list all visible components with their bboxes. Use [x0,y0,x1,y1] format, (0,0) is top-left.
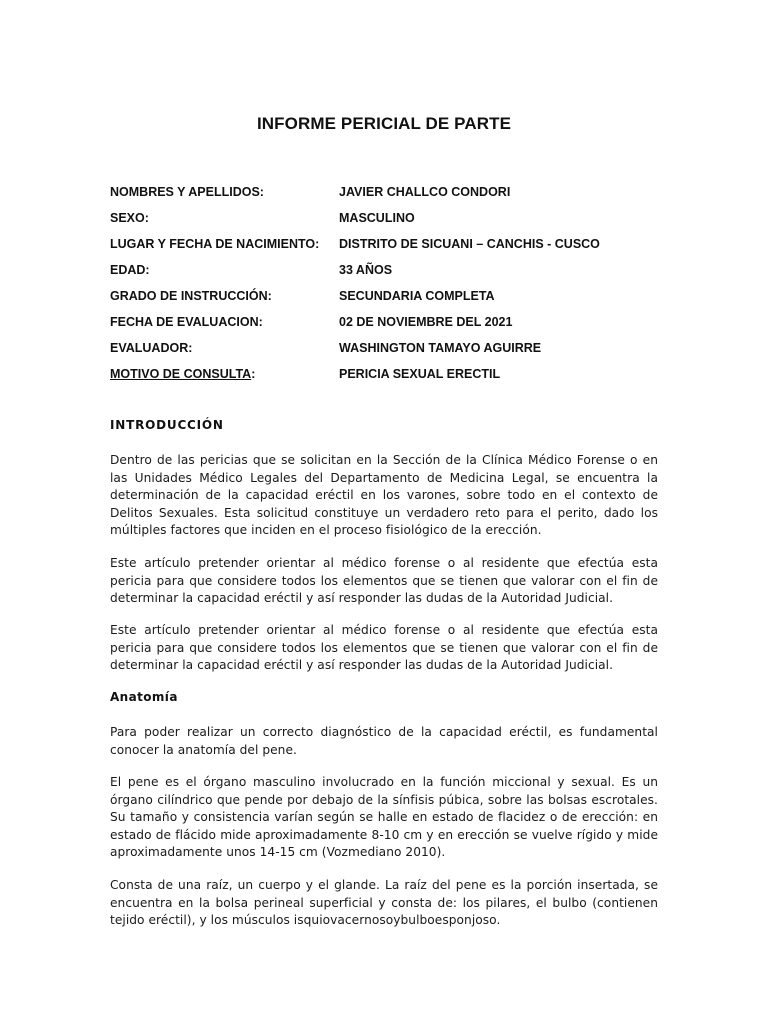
field-value: WASHINGTON TAMAYO AGUIRRE [339,341,542,355]
field-label-colon: : [251,367,256,381]
field-label: EDAD: [110,263,150,277]
document-title: INFORME PERICIAL DE PARTE [256,114,512,133]
field-value: JAVIER CHALLCO CONDORI [339,185,511,199]
field-row-evaluador [110,339,670,357]
field-row-motivo-consulta [110,365,670,383]
field-row-lugar-fecha-nacimiento [110,235,670,253]
field-row-grado-instruccion [110,287,670,305]
field-label: GRADO DE INSTRUCCIÓN: [110,289,272,303]
paragraph: El pene es el órgano masculino involucrado en la función miccional y sexual. Es un órgano cilíndrico que pende por debajo de la sínfisis púbica, sobre las bolsas escrotales. Su tamaño y consistencia varían según se halle en estado de flacidez o de erección: en estado de flácido mide aproximadamente 8-10 cm y en erección se vuelve rígido y mide aproximadamente unos 14-15 cm (Vozmediano 2010). [110,775,658,859]
field-label: SEXO: [110,211,149,225]
field-label-underlined: MOTIVO DE CONSULTA [110,367,252,381]
field-label [110,365,255,383]
paragraph: Este artículo pretender orientar al médico forense o al residente que efectúa esta pericia para que considere todos los elementos que se tienen que valorar con el fin de determinar la capacidad eréctil y así responder las dudas de la Autoridad Judicial. [110,623,658,672]
paragraph: Este artículo pretender orientar al médico forense o al residente que efectúa esta pericia para que considere todos los elementos que se tienen que valorar con el fin de determinar la capacidad eréctil y así responder las dudas de la Autoridad Judicial. [110,556,658,605]
field-value: SECUNDARIA COMPLETA [339,289,495,303]
field-label: LUGAR Y FECHA DE NACIMIENTO: [110,237,320,251]
section-heading-anatomia: Anatomía [110,690,178,704]
field-value: 33 AÑOS [339,263,393,277]
field-row-edad [110,261,670,279]
section-heading-introduccion: INTRODUCCIÓN [110,418,224,432]
field-value: MASCULINO [339,211,415,225]
field-label: FECHA DE EVALUACION: [110,315,263,329]
paragraph: Para poder realizar un correcto diagnóstico de la capacidad eréctil, es fundamental conocer la anatomía del pene. [110,725,658,757]
paragraph: Dentro de las pericias que se solicitan en la Sección de la Clínica Médico Forense o en las Unidades Médico Legales del Departamento de Medicina Legal, se encuentra la determinación de la capacidad eréctil en los varones, sobre todo en el contexto de Delitos Sexuales. Esta solicitud constituye un verdadero reto para el perito, dado los múltiples factores que inciden en el proceso fisiológico de la erección. [110,453,658,537]
field-value: DISTRITO DE SICUANI – CANCHIS - CUSCO [339,237,600,251]
field-row-fecha-evaluacion [110,313,670,331]
field-value: PERICIA SEXUAL ERECTIL [339,367,501,381]
field-row-sexo [110,209,670,227]
field-row-nombres [110,183,670,201]
field-label: NOMBRES Y APELLIDOS: [110,185,264,199]
field-value: 02 DE NOVIEMBRE DEL 2021 [339,315,513,329]
field-label: EVALUADOR: [110,341,193,355]
paragraph: Consta de una raíz, un cuerpo y el glande. La raíz del pene es la porción insertada, se encuentra en la bolsa perineal superficial y consta de: los pilares, el bulbo (contienen tejido eréctil), y los músculos isquiovacernosoybulboesponjoso. [110,878,658,927]
